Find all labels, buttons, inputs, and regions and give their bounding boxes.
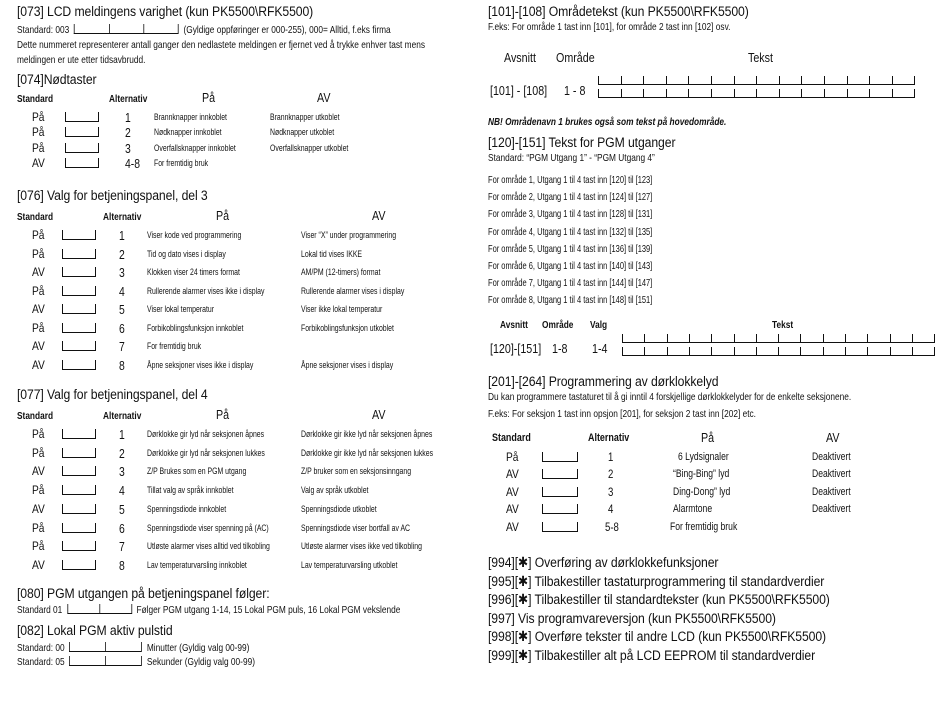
option-default: AV bbox=[32, 265, 45, 279]
cell-divider bbox=[823, 334, 824, 343]
row-section-range: [120]-[151] bbox=[490, 342, 542, 356]
option-default: AV bbox=[32, 339, 45, 353]
option-on-text: Klokken viser 24 timers format bbox=[147, 267, 240, 278]
standard-note: Minutter (Gyldig valg 00-99) bbox=[146, 643, 250, 654]
col-header-text: Tekst bbox=[748, 51, 773, 65]
col-header-on: På bbox=[202, 91, 216, 105]
col-header-section: Avsnitt bbox=[504, 51, 536, 65]
entry-field bbox=[62, 485, 96, 495]
option-default: AV bbox=[506, 519, 519, 534]
col-header-alternative: Alternativ bbox=[588, 432, 630, 444]
text-entry-row bbox=[622, 347, 934, 356]
option-off-text: Viser ikke lokal temperatur bbox=[301, 304, 383, 315]
standard-note: Følger PGM utgang 1-14, 15 Lokal PGM puls, 16 Lokal PGM vekslende bbox=[136, 605, 401, 616]
cell-divider bbox=[801, 76, 802, 85]
cell-divider bbox=[688, 89, 689, 98]
cell-divider bbox=[912, 347, 913, 356]
option-on-text: Rullerende alarmer vises ikke i display bbox=[147, 285, 265, 297]
option-off-text: Nødknapper utkoblet bbox=[270, 127, 335, 139]
option-number: 4 bbox=[608, 502, 614, 517]
option-on-text: Lav temperaturvarsling innkoblet bbox=[147, 559, 247, 571]
option-on-text: Viser kode ved programmering bbox=[147, 230, 242, 241]
cell-divider bbox=[847, 89, 848, 98]
cell-divider bbox=[867, 334, 868, 343]
option-off-text: Spenningsdiode utkoblet bbox=[301, 503, 377, 515]
cell-divider bbox=[779, 76, 780, 85]
entry-field bbox=[62, 323, 96, 333]
cell-divider bbox=[711, 76, 712, 85]
option-on-text: Åpne seksjoner vises ikke i display bbox=[147, 359, 254, 371]
option-off-text: Åpne seksjoner vises i display bbox=[301, 359, 394, 371]
section-077-title: [077] Valg for betjeningspanel, del 4 bbox=[17, 387, 208, 403]
option-off-text: Deaktivert bbox=[812, 451, 851, 463]
col-header-on: På bbox=[216, 209, 230, 223]
function-item: [995][✱] Tilbakestiller tastaturprogrammering til standardverdier bbox=[488, 573, 825, 590]
function-item: [999][✱] Tilbakestiller alt på LCD EEPROM til standardverdier bbox=[488, 648, 816, 664]
entry-field bbox=[62, 541, 96, 551]
option-off-text: Deaktivert bbox=[812, 468, 851, 481]
option-number: 1 bbox=[119, 427, 125, 442]
option-default: På bbox=[32, 110, 45, 124]
pgm-text-line: For område 7, Utgang 1 til 4 tast inn [144] til [147] bbox=[488, 278, 653, 290]
cell-divider bbox=[779, 89, 780, 98]
entry-field bbox=[542, 469, 578, 479]
function-item: [997] Vis programvareversjon (kun PK5500\RFK5500) bbox=[488, 610, 776, 627]
option-number: 4 bbox=[119, 283, 125, 299]
option-default: På bbox=[32, 539, 45, 554]
entry-field bbox=[62, 341, 96, 351]
option-on-text: For fremtidig bruk bbox=[154, 157, 209, 169]
option-number: 2 bbox=[125, 125, 131, 141]
option-number: 4-8 bbox=[125, 155, 141, 171]
entry-field bbox=[62, 466, 96, 476]
option-on-text: Brannknapper innkoblet bbox=[154, 112, 227, 123]
cell-divider bbox=[890, 334, 891, 343]
option-default: AV bbox=[506, 467, 519, 482]
pgm-text-line: For område 1, Utgang 1 til 4 tast inn [120] til [123] bbox=[488, 175, 653, 186]
section-074-title: [074]Nødtaster bbox=[17, 72, 97, 88]
section-101-example: F.eks: For område 1 tast inn [101], for område 2 tast inn [102] osv. bbox=[488, 22, 731, 33]
cell-divider bbox=[934, 347, 935, 356]
option-default: På bbox=[32, 283, 45, 298]
option-default: På bbox=[506, 450, 519, 464]
col-header-off: AV bbox=[372, 408, 386, 422]
col-header-alternative: Alternativ bbox=[103, 212, 142, 223]
option-number: 8 bbox=[119, 557, 125, 573]
cell-divider bbox=[643, 89, 644, 98]
col-header-standard: Standard bbox=[17, 411, 54, 422]
cell-divider bbox=[621, 89, 622, 98]
option-on-text: Ding-Dong” lyd bbox=[673, 485, 731, 498]
col-header-standard: Standard bbox=[17, 94, 54, 105]
section-201-title: [201]-[264] Programmering av dørklokkelyd bbox=[488, 374, 719, 390]
pgm-text-line: For område 4, Utgang 1 til 4 tast inn [132] til [135] bbox=[488, 226, 653, 238]
cell-divider bbox=[666, 76, 667, 85]
option-on-text: For fremtidig bruk bbox=[670, 520, 738, 533]
section-082-line1 bbox=[17, 642, 249, 654]
option-number: 5 bbox=[119, 501, 125, 517]
option-default: På bbox=[32, 125, 45, 140]
entry-field bbox=[65, 112, 99, 122]
option-off-text: Overfallsknapper utkoblet bbox=[270, 142, 349, 154]
section-073-desc2: meldingen er ute etter tidsavbrudd. bbox=[17, 55, 146, 66]
section-080-standard bbox=[17, 604, 400, 616]
option-on-text: “Bing-Bing” lyd bbox=[673, 468, 730, 481]
option-on-text: Forbikoblingsfunksjon innkoblet bbox=[147, 322, 244, 334]
standard-note: (Gyldige oppføringer er 000-255), 000= Alltid, f.eks firma bbox=[183, 25, 391, 36]
cell-divider bbox=[643, 76, 644, 85]
option-number: 6 bbox=[119, 520, 125, 536]
cell-divider bbox=[621, 76, 622, 85]
col-header-area: Område bbox=[556, 51, 595, 65]
cell-divider bbox=[734, 76, 735, 85]
option-number: 7 bbox=[119, 339, 125, 354]
option-on-text: Nødknapper innkoblet bbox=[154, 127, 222, 139]
text-entry-row bbox=[598, 76, 914, 85]
function-item: [994][✱] Overføring av dørklokkefunksjoner bbox=[488, 555, 719, 571]
section-076-title: [076] Valg for betjeningspanel, del 3 bbox=[17, 188, 208, 204]
col-header-on: På bbox=[701, 431, 715, 445]
cell-divider bbox=[667, 334, 668, 343]
cell-divider bbox=[711, 334, 712, 343]
option-on-text: Viser lokal temperatur bbox=[147, 304, 215, 315]
entry-field bbox=[65, 143, 99, 153]
col-header-standard: Standard bbox=[492, 432, 531, 444]
cell-divider bbox=[869, 76, 870, 85]
col-header-area: Område bbox=[542, 320, 574, 331]
option-number: 3 bbox=[125, 140, 131, 156]
cell-divider bbox=[667, 347, 668, 356]
col-header-off: AV bbox=[826, 431, 840, 445]
pgm-text-line: For område 8, Utgang 1 til 4 tast inn [148] til [151] bbox=[488, 295, 653, 307]
entry-field bbox=[62, 504, 96, 514]
option-default: AV bbox=[506, 484, 519, 499]
entry-field bbox=[62, 267, 96, 277]
entry-field bbox=[65, 127, 99, 137]
option-on-text: Tid og dato vises i display bbox=[147, 248, 226, 260]
option-number: 2 bbox=[608, 467, 614, 482]
option-default: AV bbox=[506, 502, 519, 517]
cell-divider bbox=[756, 76, 757, 85]
pgm-text-line: For område 2, Utgang 1 til 4 tast inn [124] til [127] bbox=[488, 192, 653, 204]
option-default: På bbox=[32, 520, 45, 535]
cell-divider bbox=[823, 347, 824, 356]
col-header-off: AV bbox=[317, 91, 331, 105]
text-entry-row bbox=[598, 89, 914, 98]
option-off-text: Lokal tid vises IKKE bbox=[301, 248, 363, 260]
cell-divider bbox=[934, 334, 935, 343]
cell-divider bbox=[756, 334, 757, 343]
entry-field bbox=[62, 523, 96, 533]
option-on-text: Alarmtone bbox=[673, 503, 713, 516]
option-default: På bbox=[32, 246, 45, 261]
cell-divider bbox=[756, 347, 757, 356]
entry-field bbox=[542, 504, 578, 514]
option-number: 8 bbox=[119, 357, 125, 373]
col-header-section: Avsnitt bbox=[500, 320, 528, 331]
option-number: 3 bbox=[119, 464, 125, 480]
section-080-title: [080] PGM utgangen på betjeningspanel følger: bbox=[17, 586, 270, 602]
option-off-text: Z/P bruker som en seksjonsinngang bbox=[301, 466, 412, 478]
row-area-range: 1-8 bbox=[552, 342, 568, 356]
option-off-text: Brannknapper utkoblet bbox=[270, 112, 340, 123]
option-number: 5 bbox=[119, 302, 125, 317]
option-on-text: Utløste alarmer vises alltid ved tilkobling bbox=[147, 541, 270, 553]
cell-divider bbox=[756, 89, 757, 98]
col-header-text: Tekst bbox=[772, 320, 794, 331]
option-number: 5-8 bbox=[605, 519, 619, 534]
section-073-standard bbox=[17, 24, 391, 36]
option-on-text: 6 Lydsignaler bbox=[678, 451, 729, 463]
cell-divider bbox=[912, 334, 913, 343]
section-101-note: NB! Områdenavn 1 brukes også som tekst på hovedområde. bbox=[488, 117, 727, 128]
option-off-text: Viser “X” under programmering bbox=[301, 230, 397, 241]
option-on-text: Dørklokke gir lyd når seksjonen lukkes bbox=[147, 447, 265, 459]
cell-divider bbox=[869, 89, 870, 98]
cell-divider bbox=[800, 334, 801, 343]
option-off-text: Spenningsdiode viser bortfall av AC bbox=[301, 522, 411, 534]
option-on-text: Tillat valg av språk innkoblet bbox=[147, 485, 234, 497]
col-header-alternative: Alternativ bbox=[109, 94, 148, 105]
col-header-choice: Valg bbox=[590, 320, 608, 331]
option-off-text: Rullerende alarmer vises i display bbox=[301, 285, 405, 297]
option-number: 1 bbox=[119, 228, 125, 243]
cell-divider bbox=[644, 334, 645, 343]
section-101-title: [101]-[108] Områdetekst (kun PK5500\RFK5500) bbox=[488, 4, 749, 20]
cell-divider bbox=[689, 334, 690, 343]
option-on-text: For fremtidig bruk bbox=[147, 341, 202, 352]
option-on-text: Spenningsdiode viser spenning på (AC) bbox=[147, 522, 269, 534]
entry-field bbox=[62, 286, 96, 296]
option-default: På bbox=[32, 228, 45, 242]
cell-divider bbox=[778, 347, 779, 356]
option-default: På bbox=[32, 140, 45, 155]
col-header-on: På bbox=[216, 408, 230, 422]
option-number: 1 bbox=[608, 450, 614, 464]
cell-divider bbox=[711, 89, 712, 98]
option-number: 3 bbox=[608, 484, 614, 499]
cell-divider bbox=[845, 347, 846, 356]
cell-divider bbox=[800, 347, 801, 356]
option-off-text: AM/PM (12-timers) format bbox=[301, 267, 381, 278]
option-off-text: Utløste alarmer vises ikke ved tilkobling bbox=[301, 541, 422, 553]
pgm-text-line: For område 5, Utgang 1 til 4 tast inn [136] til [139] bbox=[488, 243, 653, 255]
option-off-text: Forbikoblingsfunksjon utkoblet bbox=[301, 322, 394, 334]
entry-field bbox=[67, 604, 132, 614]
section-073-desc1: Dette nummeret representerer antall ganger den nedlastete meldingen er fjernet ved å trykke enhver tast mens bbox=[17, 40, 425, 51]
text-entry-row bbox=[622, 334, 934, 343]
option-number: 2 bbox=[119, 445, 125, 461]
entry-field bbox=[62, 230, 96, 240]
standard-label: Standard 01 bbox=[17, 605, 63, 616]
option-off-text: Valg av språk utkoblet bbox=[301, 485, 369, 497]
cell-divider bbox=[689, 347, 690, 356]
option-off-text: Lav temperaturvarsling utkoblet bbox=[301, 559, 398, 571]
cell-divider bbox=[801, 89, 802, 98]
section-201-desc1: Du kan programmere tastaturet til å gi inntil 4 forskjellige dørklokkelyder for de enkelte seksjonene. bbox=[488, 392, 852, 403]
row-section-range: [101] - [108] bbox=[490, 84, 548, 98]
cell-divider bbox=[711, 347, 712, 356]
section-082-line2 bbox=[17, 656, 255, 668]
function-item: [998][✱] Overføre tekster til andre LCD (kun PK5500\RFK5500) bbox=[488, 629, 827, 646]
option-default: På bbox=[32, 320, 45, 335]
cell-divider bbox=[890, 347, 891, 356]
standard-note: Sekunder (Gyldig valg 00-99) bbox=[146, 657, 255, 668]
row-choice-range: 1-4 bbox=[592, 342, 608, 356]
cell-divider bbox=[734, 347, 735, 356]
cell-divider bbox=[666, 89, 667, 98]
option-default: AV bbox=[32, 155, 45, 170]
option-number: 2 bbox=[119, 246, 125, 262]
option-default: På bbox=[32, 445, 45, 460]
entry-field bbox=[62, 560, 96, 570]
entry-field bbox=[62, 448, 96, 458]
entry-field bbox=[542, 452, 578, 462]
option-number: 7 bbox=[119, 539, 125, 555]
cell-divider bbox=[824, 76, 825, 85]
section-120-title: [120]-[151] Tekst for PGM utganger bbox=[488, 135, 676, 151]
option-off-text: Deaktivert bbox=[812, 485, 851, 498]
option-on-text: Dørklokke gir lyd når seksjonen åpnes bbox=[147, 429, 265, 440]
option-default: AV bbox=[32, 557, 45, 572]
option-on-text: Overfallsknapper innkoblet bbox=[154, 142, 236, 154]
entry-field bbox=[69, 656, 142, 666]
option-default: AV bbox=[32, 501, 45, 516]
option-off-text: Deaktivert bbox=[812, 503, 851, 516]
row-area-range: 1 - 8 bbox=[564, 84, 586, 98]
section-120-standard: Standard: “PGM Utgang 1” - “PGM Utgang 4” bbox=[488, 153, 655, 164]
cell-divider bbox=[914, 76, 915, 85]
entry-field bbox=[69, 642, 142, 652]
entry-field bbox=[62, 249, 96, 259]
entry-field bbox=[65, 158, 99, 168]
col-header-alternative: Alternativ bbox=[103, 411, 142, 422]
col-header-off: AV bbox=[372, 209, 386, 223]
option-number: 4 bbox=[119, 483, 125, 499]
cell-divider bbox=[688, 76, 689, 85]
cell-divider bbox=[914, 89, 915, 98]
cell-divider bbox=[867, 347, 868, 356]
standard-label: Standard: 003 bbox=[17, 25, 70, 36]
section-073-title: [073] LCD meldingens varighet (kun PK5500\RFK5500) bbox=[17, 4, 314, 20]
cell-divider bbox=[892, 89, 893, 98]
cell-divider bbox=[847, 76, 848, 85]
option-default: På bbox=[32, 427, 45, 441]
entry-field bbox=[62, 429, 96, 439]
option-on-text: Spenningsdiode innkoblet bbox=[147, 503, 227, 515]
standard-label: Standard: 05 bbox=[17, 657, 65, 668]
section-201-desc2: F.eks: For seksjon 1 tast inn opsjon [201], for seksjon 2 tast inn [202] etc. bbox=[488, 409, 756, 420]
option-off-text: Dørklokke gir ikke lyd når seksjonen lukkes bbox=[301, 447, 434, 459]
cell-divider bbox=[845, 334, 846, 343]
cell-divider bbox=[892, 76, 893, 85]
entry-field bbox=[542, 487, 578, 497]
section-082-title: [082] Lokal PGM aktiv pulstid bbox=[17, 623, 173, 639]
option-number: 3 bbox=[119, 265, 125, 280]
pgm-text-line: For område 3, Utgang 1 til 4 tast inn [128] til [131] bbox=[488, 209, 653, 221]
entry-field bbox=[62, 360, 96, 370]
option-off-text: Dørklokke gir ikke lyd når seksjonen åpnes bbox=[301, 429, 433, 440]
cell-divider bbox=[778, 334, 779, 343]
cell-divider bbox=[824, 89, 825, 98]
entry-field bbox=[74, 24, 179, 34]
option-default: På bbox=[32, 483, 45, 498]
option-default: AV bbox=[32, 357, 45, 372]
col-header-standard: Standard bbox=[17, 212, 54, 223]
option-default: AV bbox=[32, 302, 45, 316]
cell-divider bbox=[644, 347, 645, 356]
standard-label: Standard: 00 bbox=[17, 643, 65, 654]
cell-divider bbox=[734, 89, 735, 98]
entry-field bbox=[542, 522, 578, 532]
cell-divider bbox=[734, 334, 735, 343]
option-default: AV bbox=[32, 464, 45, 479]
entry-field bbox=[62, 304, 96, 314]
pgm-text-line: For område 6, Utgang 1 til 4 tast inn [140] til [143] bbox=[488, 261, 653, 272]
option-on-text: Z/P Brukes som en PGM utgang bbox=[147, 466, 247, 478]
option-number: 1 bbox=[125, 110, 131, 125]
function-item: [996][✱] Tilbakestiller til standardtekster (kun PK5500\RFK5500) bbox=[488, 592, 830, 609]
option-number: 6 bbox=[119, 320, 125, 336]
